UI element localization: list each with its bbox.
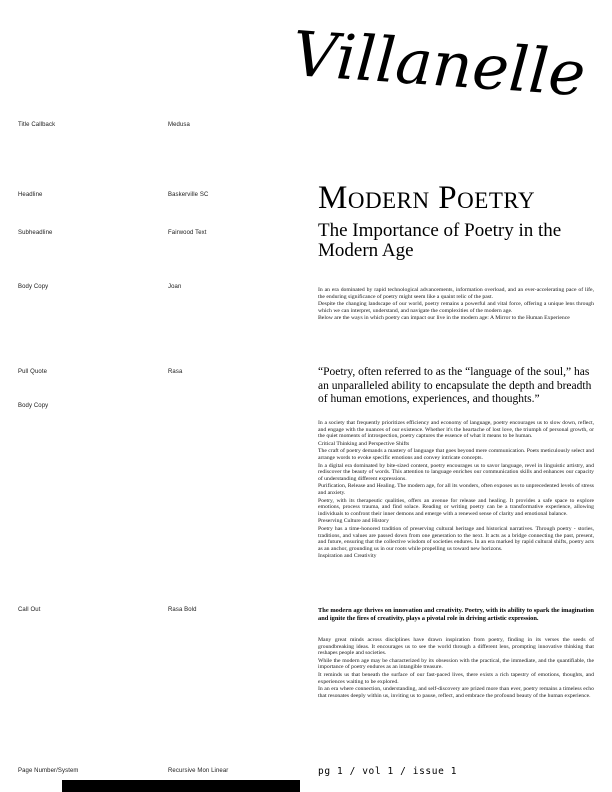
spec-row-pull-quote: [0, 369, 318, 379]
body-copy-3: [318, 637, 594, 700]
spec-row-title-callback: [0, 122, 318, 132]
spec-label: Subheadline: [18, 230, 53, 236]
paragraph: Below are the ways in which poetry can impact our live in the modern age: A Mirror to the Human Experience: [318, 315, 570, 322]
spec-label: Page Number/System: [18, 768, 79, 774]
footer-bar: [62, 780, 300, 792]
spec-row-body-copy-2: [0, 403, 318, 413]
page-number: pg 1 / vol 1 / issue 1: [318, 766, 458, 777]
spec-font-name: Fairwood Text: [168, 230, 207, 236]
spec-row-headline: [0, 192, 318, 202]
title-callback-logo: Villanelle: [290, 17, 588, 111]
pull-quote: “Poetry, often referred to as the “language of the soul,” has an unparalleled ability to encapsulate the depth and breadth of human emotions, experiences, and thoughts.”: [318, 366, 592, 405]
section-heading: Inspiration and Creativity: [318, 553, 377, 560]
spec-label: Call Out: [18, 607, 41, 613]
body-copy-1: [318, 287, 594, 323]
spec-font-name: Rasa: [168, 369, 183, 375]
spec-font-name: Medusa: [168, 122, 190, 128]
spec-label: Pull Quote: [18, 369, 48, 375]
spec-row-call-out: [0, 607, 318, 617]
spec-label: Title Callback: [18, 122, 56, 128]
paragraph: Poetry, with its therapeutic qualities, offers an avenue for release and healing. It provides a safe space to explore emotions, process trauma, and find solace. Reading or writing poetry can be a transformative experience, allowing individuals to confront their inner demons and emerge with a renewed sense of clarity and emotional balance.: [318, 497, 594, 517]
headline: Modern Poetry: [318, 180, 536, 216]
paragraph: The craft of poetry demands a mastery of language that goes beyond mere communication. Poets meticulously select and arrange words to evoke specific emotions and convey intricate concepts.: [318, 448, 594, 461]
paragraph: Purification, Release and Healing. The modern age, for all its wonders, often exposes us to unprecedented levels of stress and anxiety.: [318, 483, 594, 496]
paragraph: Many great minds across disciplines have drawn inspiration from poetry, finding in its verses the seeds of groundbreaking ideas. It encourages us to see the world through a different lens, prompting innovative thinking that reshapes people and societies.: [318, 637, 594, 657]
section-heading: Critical Thinking and Perspective Shifts: [318, 440, 410, 447]
paragraph: It reminds us that beneath the surface of our fast-paced lives, there exists a rich tapestry of emotions, thoughts, and experiences waiting to be explored.: [318, 671, 594, 685]
spec-row-page-number: [0, 768, 318, 778]
spec-label: Headline: [18, 192, 43, 198]
spec-font-name: Joan: [168, 284, 182, 290]
spec-font-name: Baskerville SC: [168, 192, 209, 198]
spec-font-name: Recursive Mon Linear: [168, 768, 229, 774]
paragraph: Despite the changing landscape of our world, poetry remains a powerful and vital force, offering a unique lens through which we can interpret, understand, and navigate the complexities of the modern age.: [318, 301, 594, 314]
spec-row-body-copy-1: [0, 284, 318, 294]
spec-row-subheadline: [0, 230, 318, 240]
section-heading: Preserving Culture and History: [318, 518, 389, 525]
paragraph: In an era dominated by rapid technological advancements, information overload, and an ever-accelerating pace of life, the enduring significance of poetry might seem like a quaint relic of the past.: [318, 287, 594, 300]
spec-label: Body Copy: [18, 284, 49, 290]
paragraph: In an era where connection, understanding, and self-discovery are prized more than ever, poetry remains a timeless echo that resonates deeply within us, inviting us to pause, reflect, and embrace the profound beauty of the human experience.: [318, 686, 594, 699]
paragraph: Poetry has a time-honored tradition of preserving cultural heritage and historical narratives. Through poetry - stories, traditions, and values are passed down from one generation to the next. It acts as a bridge connecting the past, present, and future, ensuring that the collective wisdom of societies endures. In an era marked by rapid cultural shifts, poetry acts as an anchor, grounding us in our roots while propelling us toward new horizons.: [318, 525, 594, 552]
paragraph: In a digital era dominated by bite-sized content, poetry encourages us to savor language, revel in linguistic artistry, and rediscover the beauty of words. This attention to language enriches our communication skills and enhances our capacity of understanding different expressions.: [318, 462, 594, 482]
spec-label: Body Copy: [18, 403, 49, 409]
spec-font-name: Rasa Bold: [168, 607, 197, 613]
paragraph: While the modern age may be characterized by its obsession with the practical, the immediate, and the quantifiable, the importance of poetry endures as an intangible treasure.: [318, 657, 594, 671]
body-copy-2: [318, 420, 594, 561]
call-out: The modern age thrives on innovation and creativity. Poetry, with its ability to spark the imagination and ignite the fires of creativity, plays a pivotal role in driving artistic expression.: [318, 607, 594, 623]
subheadline: The Importance of Poetry in the Modern Age: [318, 220, 562, 261]
paragraph: In a society that frequently prioritizes efficiency and economy of language, poetry encourages us to slow down, reflect, and engage with the nuances of our existence. Whether it's the heartache of lost love, the triumph of personal growth, or the quiet moments of introspection, poetry captures the essence of what it means to be human.: [318, 420, 594, 440]
